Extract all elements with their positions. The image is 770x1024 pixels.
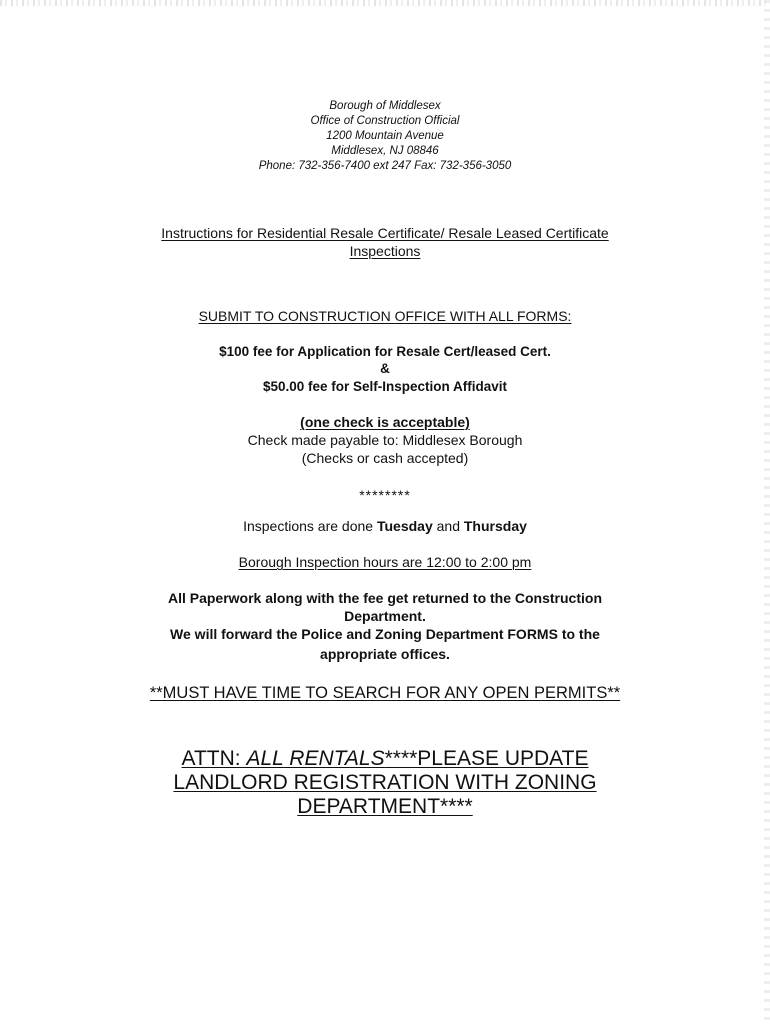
inspection-days-prefix: Inspections are done (243, 518, 377, 534)
title-line-1: Instructions for Residential Resale Certificate/ Resale Leased Certificate (161, 225, 609, 241)
paperwork-line-4: appropriate offices. (320, 646, 450, 662)
fee-application: $100 fee for Application for Resale Cert/leased Cert. (219, 344, 551, 359)
attn-line-1-rest: ****PLEASE UPDATE (384, 747, 589, 770)
attn-line-3: DEPARTMENT**** (297, 795, 473, 818)
title-line-2: Inspections (349, 243, 421, 259)
header-borough: Borough of Middlesex (329, 100, 441, 112)
inspection-day-thursday: Thursday (463, 518, 527, 534)
header-phone-fax: Phone: 732-356-7400 ext 247 Fax: 732-356-3050 (258, 160, 512, 172)
inspection-hours: Borough Inspection hours are 12:00 to 2:00 pm (238, 554, 532, 570)
header-city: Middlesex, NJ 08846 (331, 145, 439, 157)
submit-heading: SUBMIT TO CONSTRUCTION OFFICE WITH ALL FORMS: (198, 308, 572, 324)
header-office: Office of Construction Official (310, 115, 460, 127)
attn-all-rentals: ALL RENTALS (246, 747, 385, 770)
paperwork-line-2: Department. (344, 608, 426, 624)
inspection-days-and: and (432, 518, 464, 534)
asterisk-separator: ******** (359, 487, 411, 503)
inspection-day-tuesday: Tuesday (376, 518, 433, 534)
fee-affidavit: $50.00 fee for Self-Inspection Affidavit (262, 379, 508, 394)
header-street: 1200 Mountain Avenue (326, 130, 444, 142)
attn-prefix: ATTN: (181, 747, 247, 770)
checks-cash-accepted: (Checks or cash accepted) (301, 450, 469, 466)
scan-artifact-top (0, 0, 770, 6)
attn-line-1 (0, 746, 770, 771)
open-permits-notice: **MUST HAVE TIME TO SEARCH FOR ANY OPEN PERMITS** (149, 684, 621, 702)
paperwork-line-3: We will forward the Police and Zoning Department FORMS to the (170, 626, 600, 642)
paperwork-line-1: All Paperwork along with the fee get returned to the Construction (167, 590, 603, 606)
fee-ampersand: & (380, 361, 390, 376)
check-payable: Check made payable to: Middlesex Borough (247, 432, 523, 448)
one-check-note: (one check is acceptable) (300, 414, 470, 430)
attn-line-2: LANDLORD REGISTRATION WITH ZONING (173, 771, 597, 794)
inspection-days (0, 517, 770, 535)
